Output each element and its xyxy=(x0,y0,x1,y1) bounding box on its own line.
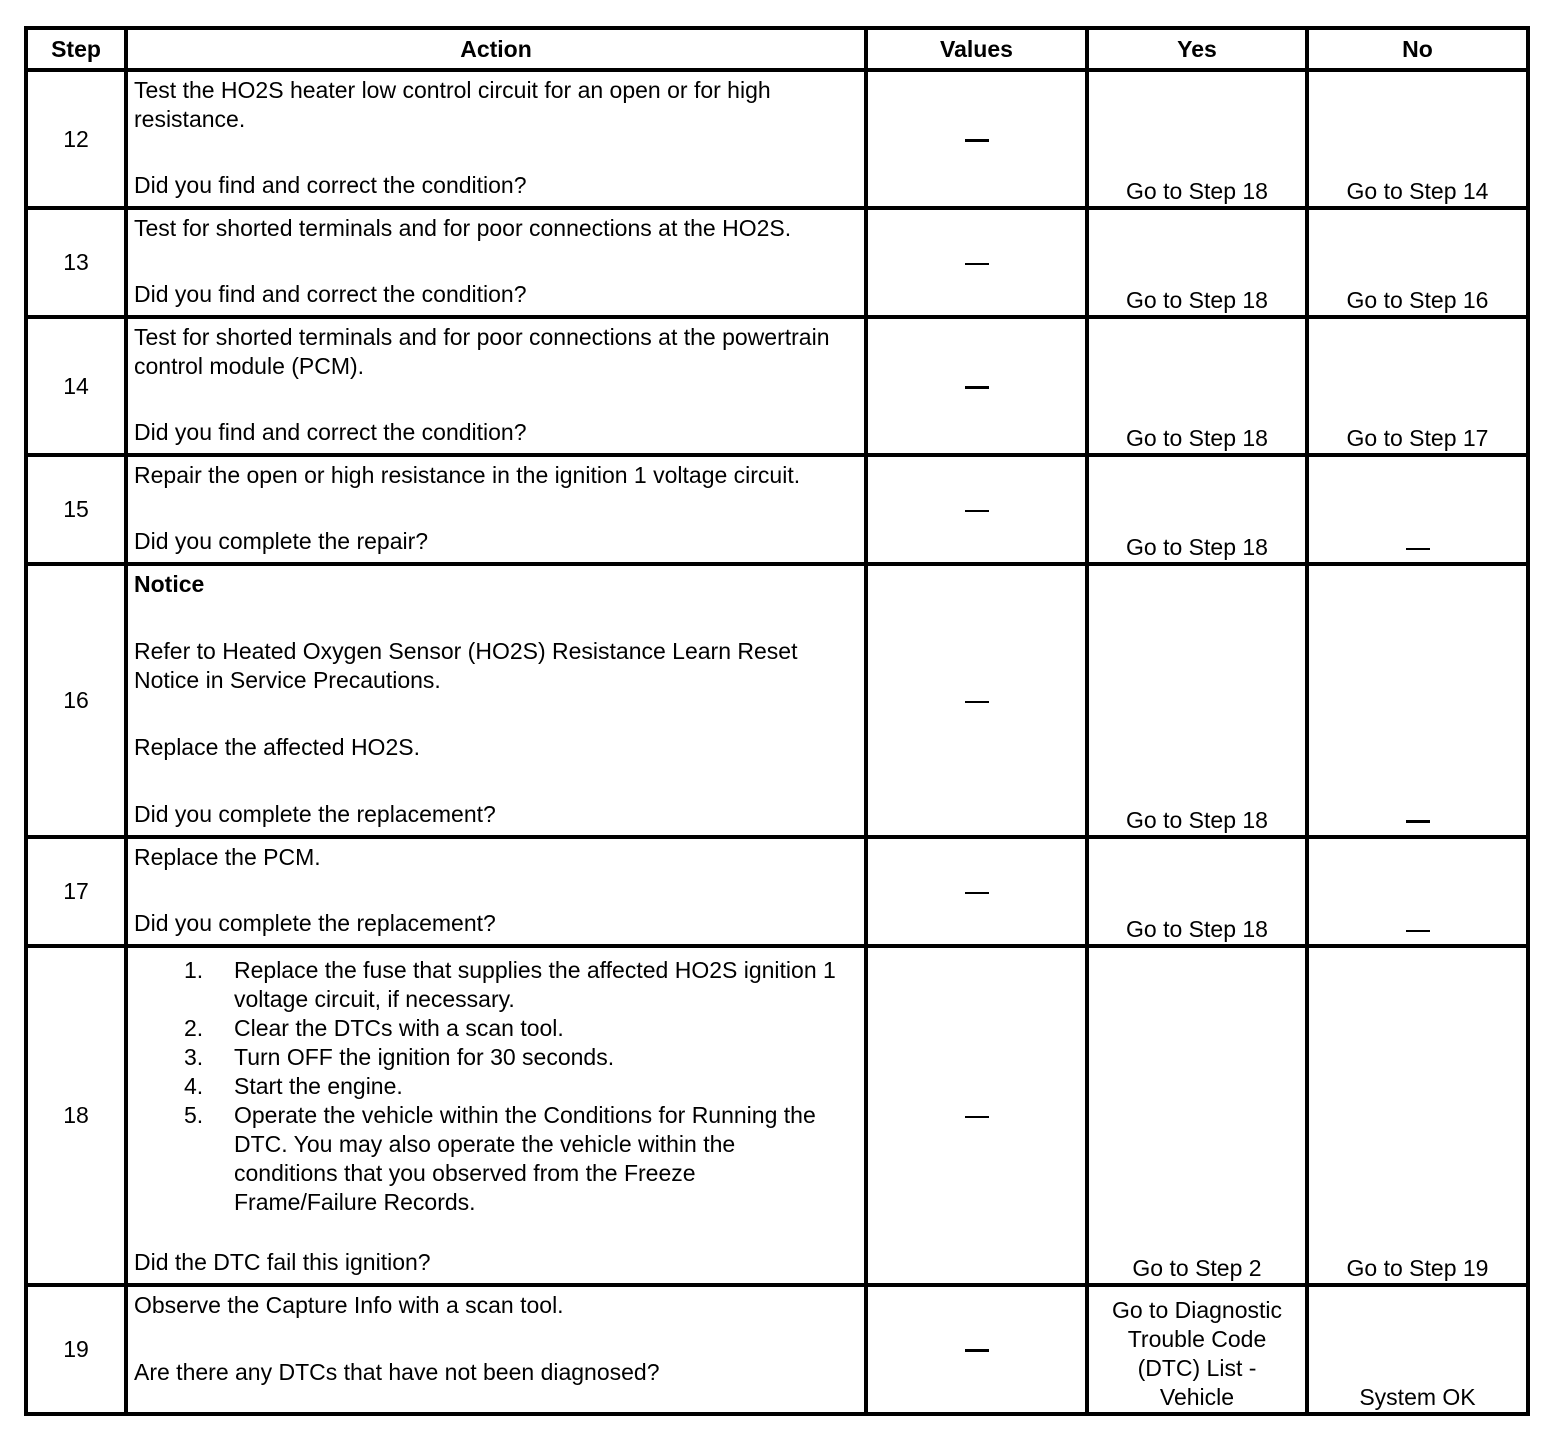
table-row-step-14 xyxy=(26,317,1528,455)
em-dash xyxy=(965,1116,989,1118)
action-text: Replace the affected HO2S. xyxy=(134,734,420,760)
em-dash xyxy=(1406,548,1430,550)
step-number: 17 xyxy=(26,837,126,946)
action-cell xyxy=(126,455,866,564)
list-item: 2. Clear the DTCs with a scan tool. xyxy=(184,1015,564,1041)
notice-text: Refer to Heated Oxygen Sensor (HO2S) Resistance Learn Reset Notice in Service Precautions. xyxy=(134,638,798,693)
em-dash xyxy=(965,1349,989,1352)
yes-cell: Go to Step 18 xyxy=(1087,455,1307,564)
action-text: Observe the Capture Info with a scan tool. xyxy=(134,1292,564,1318)
action-question: Did you complete the replacement? xyxy=(134,801,496,827)
procedure-list xyxy=(134,956,858,1217)
values-cell xyxy=(866,946,1087,1285)
em-dash xyxy=(965,701,989,703)
action-question: Did you find and correct the condition? xyxy=(134,281,527,307)
action-question: Did the DTC fail this ignition? xyxy=(134,1249,431,1275)
yes-cell: Go to Step 18 xyxy=(1087,70,1307,208)
yes-cell: Go to Step 18 xyxy=(1087,564,1307,837)
em-dash xyxy=(965,386,989,389)
em-dash xyxy=(965,139,989,142)
no-cell: Go to Step 16 xyxy=(1307,208,1528,317)
em-dash xyxy=(965,510,989,512)
em-dash xyxy=(965,892,989,894)
values-cell xyxy=(866,455,1087,564)
action-question: Did you complete the repair? xyxy=(134,528,429,554)
action-text: Test for shorted terminals and for poor connections at the powertrain control module (PCM). xyxy=(134,324,830,379)
action-cell xyxy=(126,837,866,946)
yes-cell: Go to Step 18 xyxy=(1087,317,1307,455)
yes-cell: Go to Step 18 xyxy=(1087,837,1307,946)
action-text: Repair the open or high resistance in the ignition 1 voltage circuit. xyxy=(134,462,801,488)
values-cell xyxy=(866,70,1087,208)
yes-cell: Go to Step 18 xyxy=(1087,208,1307,317)
table-row-step-16 xyxy=(26,564,1528,837)
step-number: 12 xyxy=(26,70,126,208)
table-row-step-15 xyxy=(26,455,1528,564)
values-cell xyxy=(866,564,1087,837)
step-number: 14 xyxy=(26,317,126,455)
values-cell xyxy=(866,1285,1087,1414)
no-cell: System OK xyxy=(1307,1285,1528,1414)
action-text: Test the HO2S heater low control circuit for an open or for high resistance. xyxy=(134,77,771,132)
header-action: Action xyxy=(126,28,866,70)
table-row-step-13 xyxy=(26,208,1528,317)
table-row-step-17 xyxy=(26,837,1528,946)
action-cell xyxy=(126,208,866,317)
header-row xyxy=(26,28,1528,70)
step-number: 13 xyxy=(26,208,126,317)
values-cell xyxy=(866,208,1087,317)
list-item: 5. Operate the vehicle within the Conditions for Running the DTC. You may also operate the vehicle within the conditions that you observed from the Freeze Frame/Failure Records. xyxy=(184,1102,816,1215)
step-number: 16 xyxy=(26,564,126,837)
list-item: 3. Turn OFF the ignition for 30 seconds. xyxy=(184,1044,615,1070)
header-yes: Yes xyxy=(1087,28,1307,70)
action-cell xyxy=(126,1285,866,1414)
values-cell xyxy=(866,837,1087,946)
list-item: 4. Start the engine. xyxy=(184,1073,403,1099)
no-cell: Go to Step 14 xyxy=(1307,70,1528,208)
notice-title: Notice xyxy=(134,571,205,597)
action-cell xyxy=(126,564,866,837)
action-cell xyxy=(126,317,866,455)
action-question: Did you complete the replacement? xyxy=(134,910,496,936)
no-cell: Go to Step 17 xyxy=(1307,317,1528,455)
action-cell xyxy=(126,946,866,1285)
table-row-step-19 xyxy=(26,1285,1528,1414)
header-no: No xyxy=(1307,28,1528,70)
em-dash xyxy=(1406,930,1430,932)
action-text: Test for shorted terminals and for poor connections at the HO2S. xyxy=(134,215,792,241)
no-cell: Go to Step 19 xyxy=(1307,946,1528,1285)
no-cell xyxy=(1307,455,1528,564)
yes-cell: Go to Step 2 xyxy=(1087,946,1307,1285)
step-number: 19 xyxy=(26,1285,126,1414)
em-dash xyxy=(1406,820,1430,823)
no-cell xyxy=(1307,564,1528,837)
values-cell xyxy=(866,317,1087,455)
action-question: Did you find and correct the condition? xyxy=(134,419,527,445)
table-row-step-18 xyxy=(26,946,1528,1285)
step-number: 18 xyxy=(26,946,126,1285)
action-text: Replace the PCM. xyxy=(134,844,321,870)
table-row-step-12 xyxy=(26,70,1528,208)
action-cell xyxy=(126,70,866,208)
yes-cell: Go to Diagnostic Trouble Code (DTC) List - Vehicle xyxy=(1087,1285,1307,1414)
diagnostic-table xyxy=(24,26,1530,1416)
step-number: 15 xyxy=(26,455,126,564)
header-step: Step xyxy=(26,28,126,70)
action-question: Are there any DTCs that have not been diagnosed? xyxy=(134,1359,660,1385)
no-cell xyxy=(1307,837,1528,946)
em-dash xyxy=(965,263,989,265)
action-question: Did you find and correct the condition? xyxy=(134,172,527,198)
list-item: 1. Replace the fuse that supplies the affected HO2S ignition 1 voltage circuit, if necessary. xyxy=(184,957,836,1012)
header-values: Values xyxy=(866,28,1087,70)
